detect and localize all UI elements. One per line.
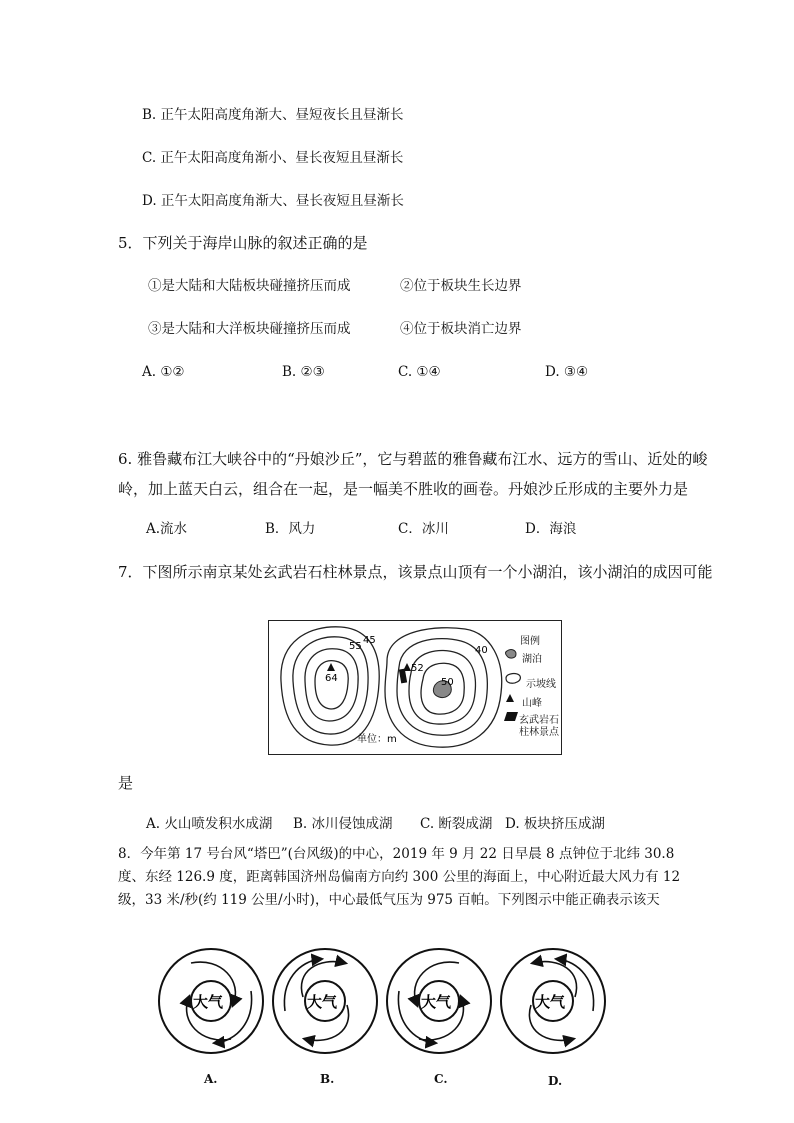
caption-c: C. xyxy=(434,1072,448,1086)
cyclone-diagrams xyxy=(155,945,610,1060)
q7-line-2: 是 xyxy=(118,774,134,792)
q5-option-b: B. ②③ xyxy=(282,364,325,380)
legend-contour: 示坡线 xyxy=(526,679,556,690)
q5-stem: 5．下列关于海岸山脉的叙述正确的是 xyxy=(118,234,368,252)
q7-option-a: A. 火山喷发积水成湖 xyxy=(146,816,273,832)
q8-line-3: 级，33 米/秒(约 119 公里/小时)，中心最低气压为 975 百帕。下列图示中能正确表示该天 xyxy=(118,892,660,908)
q6-option-b: B．风力 xyxy=(265,521,316,537)
q5-option-a: A. ①② xyxy=(142,364,185,380)
q6-option-d: D．海浪 xyxy=(525,521,577,537)
q5-option-d: D. ③④ xyxy=(545,364,589,380)
caption-d: D. xyxy=(548,1074,563,1088)
contour-map-svg xyxy=(269,621,561,754)
diagram-b xyxy=(273,949,377,1053)
legend-basalt-2: 柱林景点 xyxy=(519,727,559,738)
q7-option-d: D. 板块挤压成湖 xyxy=(505,816,605,832)
q5-option-c: C. ①④ xyxy=(398,364,441,380)
map-unit: 单位：m xyxy=(357,734,397,745)
contour-label-40: 40 xyxy=(475,645,488,656)
q5-statement-1: ①是大陆和大陆板块碰撞挤压而成 xyxy=(148,278,351,294)
q7-option-b: B. 冰川侵蚀成湖 xyxy=(293,816,393,832)
q8-line-2: 度、东经 126.9 度，距离韩国济州岛偏南方向约 300 公里的海面上，中心附近最大风力有 12 xyxy=(118,869,681,885)
q6-line-1: 6. 雅鲁藏布江大峡谷中的“丹娘沙丘”，它与碧蓝的雅鲁藏布江水、远方的雪山、近处的峻 xyxy=(118,450,708,468)
q6-option-a: A.流水 xyxy=(146,521,188,537)
legend-basalt-1: 玄武岩石 xyxy=(519,715,559,726)
diagram-a-center: 大气 xyxy=(193,993,224,1011)
legend-basalt-icon xyxy=(503,710,519,722)
q5-statement-2: ②位于板块生长边界 xyxy=(400,278,522,294)
contour-label-55: 55 xyxy=(349,641,362,652)
peak-icon-64 xyxy=(327,663,335,671)
diagram-c-center: 大气 xyxy=(421,993,452,1011)
q4-option-c: C. 正午太阳高度角渐小、昼长夜短且昼渐长 xyxy=(142,150,404,166)
q6-line-2: 岭，加上蓝天白云，组合在一起，是一幅美不胜收的画卷。丹娘沙丘形成的主要外力是 xyxy=(118,480,689,498)
peak-label-52: 52 xyxy=(411,663,424,674)
diagram-d-center: 大气 xyxy=(535,993,566,1011)
q4-option-b: B. 正午太阳高度角渐大、昼短夜长且昼渐长 xyxy=(142,107,404,123)
diagram-b-center: 大气 xyxy=(307,993,338,1011)
q5-statement-4: ④位于板块消亡边界 xyxy=(400,321,522,337)
legend-contour-icon xyxy=(503,671,523,685)
legend-lake-icon xyxy=(504,648,518,660)
legend-peak: 山峰 xyxy=(522,698,542,709)
q8-line-1: 8．今年第 17 号台风“塔巴”(台风级)的中心，2019 年 9 月 22 日早晨 8 点钟位于北纬 30.8 xyxy=(118,846,675,862)
q7-line-1: 7．下图所示南京某处玄武岩石柱林景点，该景点山顶有一个小湖泊，该小湖泊的成因可能 xyxy=(118,563,713,581)
peak-label-64: 64 xyxy=(325,673,338,684)
q7-option-c: C. 断裂成湖 xyxy=(420,816,493,832)
contour-label-45: 45 xyxy=(363,635,376,646)
q6-option-c: C．冰川 xyxy=(398,521,449,537)
diagram-c xyxy=(387,949,491,1053)
q5-statement-3: ③是大陆和大洋板块碰撞挤压而成 xyxy=(148,321,351,337)
legend-title: 图例 xyxy=(520,636,540,647)
contour-label-50: 50 xyxy=(441,677,454,688)
caption-b: B. xyxy=(320,1072,335,1086)
legend-peak-icon xyxy=(505,693,515,703)
diagram-d xyxy=(501,949,605,1053)
diagram-a xyxy=(159,949,263,1053)
legend-lake: 湖泊 xyxy=(522,654,542,665)
caption-a: A. xyxy=(204,1072,218,1086)
contour-map xyxy=(268,620,562,755)
q4-option-d: D. 正午太阳高度角渐大、昼长夜短且昼渐长 xyxy=(142,193,404,209)
